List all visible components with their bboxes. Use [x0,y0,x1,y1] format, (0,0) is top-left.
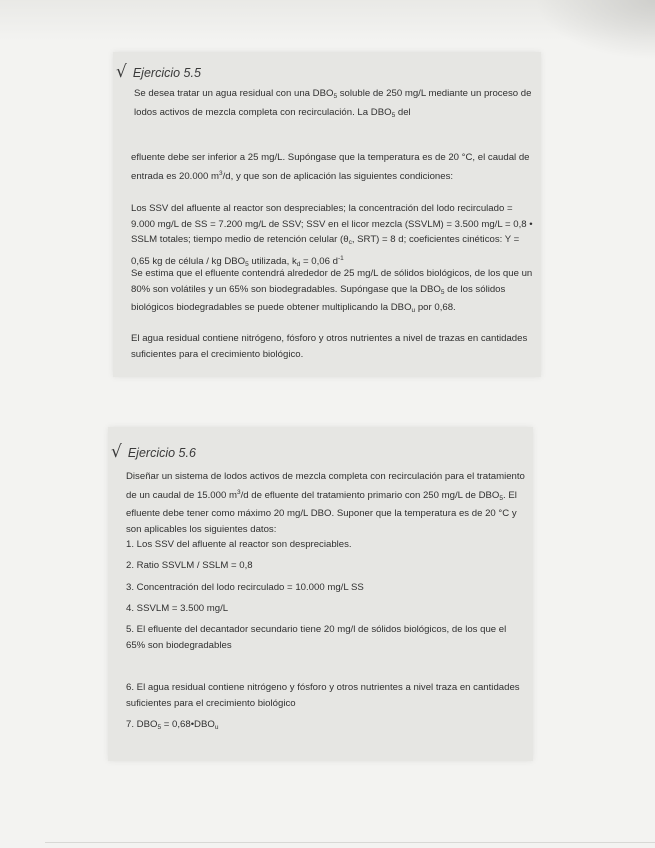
exercise-5-5-paragraph-5: El agua residual contiene nitrógeno, fósforo y otros nutrientes a nivel de trazas en cantidades suficientes para el crecimiento biológico. [131,333,528,360]
scan-corner-shadow [535,0,655,60]
exercise-5-5-card [113,52,541,377]
data-item-4: 4. SSVLM = 3.500 mg/L [126,603,229,614]
exercise-5-5-heading [116,62,201,82]
data-item-3: 3. Concentración del lodo recirculado = 10.000 mg/L SS [126,582,364,593]
exercise-5-5-paragraph-2: efluente debe ser inferior a 25 mg/L. Supóngase que la temperatura es de 20 °C, el caudal de entrada es 20.000 $m^3/d$, y que son de aplicación las siguientes condiciones: [131,152,530,182]
data-item-5: 5. El efluente del decantador secundario tiene 20 mg/l de sólidos biológicos, de los que el 65% son biodegradables [126,624,507,651]
exercise-5-5-paragraph-1: Se desea tratar un agua residual con una $DBO_5$ soluble de 250 mg/L mediante un proceso de lodos activos de mezcla completa con recirculación. La $DBO_5$ del [134,88,532,119]
exercise-5-5-paragraph-4: Se estima que el efluente contendrá alrededor de 25 mg/L de sólidos biológicos, de los que un 80% son volátiles y un 65% son biodegradables. Supóngase que la $DBO_5$ de los sólidos biológicos biodegradables se puede obtener multiplicando la $DBO_u$ por 0,68. [131,268,533,315]
exercise-5-6-paragraph: Diseñar un sistema de lodos activos de mezcla completa con recirculación para el tratamiento de un caudal de 15.000 $m^3/d$ de efluente del tratamiento primario con 250 mg/L de $DBO_5$. El efluente debe tener como máximo 20 mg/L DBO. Suponer que la temperatura es de 20 °C y son aplicables los siguientes datos: [126,471,525,535]
exercise-5-6-card [108,427,533,761]
data-item-1: 1. Los SSV del afluente al reactor son despreciables. [126,539,352,550]
data-item-7: 7. $DBO_5$ = $0,68•DBO_u$ [126,719,219,731]
data-item-2: 2. Ratio SSVLM / SSLM = 0,8 [126,560,253,571]
checkmark-icon: √ [116,62,127,82]
page-bottom-edge [45,842,655,843]
checkmark-icon: √ [111,442,122,462]
exercise-5-6-heading [111,442,196,462]
data-item-6: 6. El agua residual contiene nitrógeno y fósforo y otros nutrientes a nivel traza en cantidades suficientes para el crecimiento biológico [126,682,520,709]
exercise-5-5-paragraph-3: Los SSV del afluente al reactor son despreciables; la concentración del lodo recirculado = 9.000 mg/L de SS = 7.200 mg/L de SSV; SSV en el licor mezcla (SSVLM) = 3.500 mg/L = 0,8 • SSLM totales; tiempo medio de retención celular ($\theta_c$, SRT) = 8 d; coeficientes cinéticos: Y = 0,65 kg de célula / kg $DBO_5$ utilizada, $k_d = 0,06$ $d^{-1}$ [131,203,533,268]
exercise-5-6-title: Ejercicio 5.6 [127,446,196,460]
exercise-5-5-title: Ejercicio 5.5 [132,66,201,80]
